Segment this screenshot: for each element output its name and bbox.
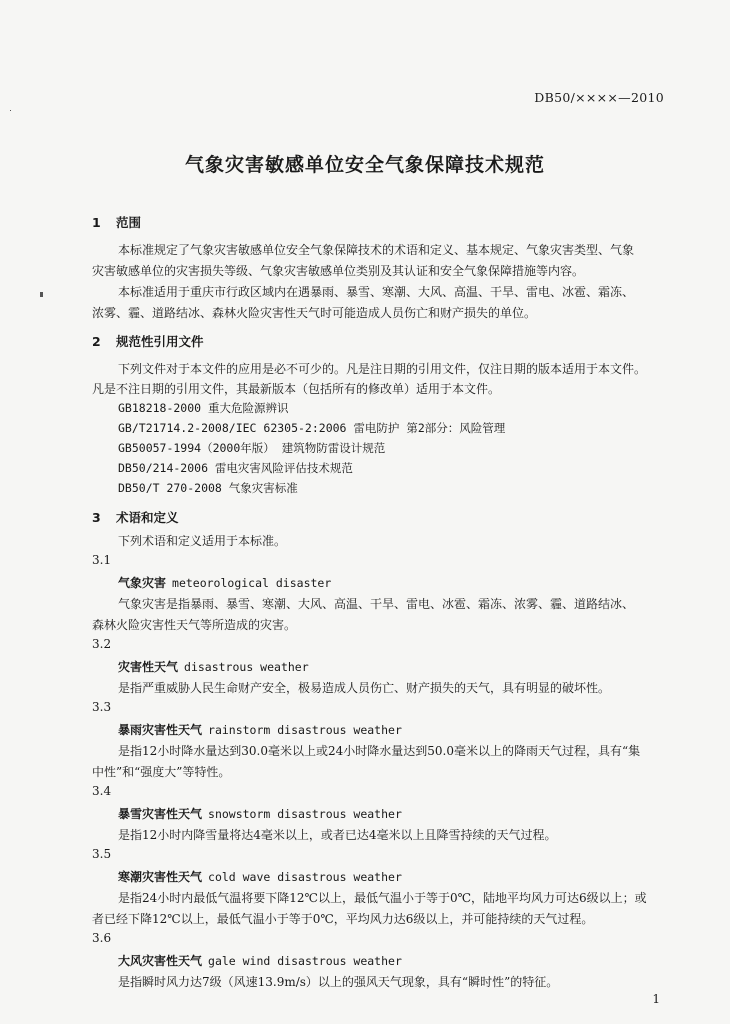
document-title: 气象灾害敏感单位安全气象保障技术规范: [184, 154, 545, 176]
paragraph-line: 灾害敏感单位的灾害损失等级、气象灾害敏感单位类别及其认证和安全气象保障措施等内容。: [92, 264, 585, 278]
definition-line: 者已经下降12℃以上，最低气温小于等于0℃，平均风力达6级以上，并可能持续的天气过程。: [92, 912, 594, 926]
reference-item: GB/T21714.2-2008/IEC 62305-2:2006 雷电防护 第2部分：风险管理: [118, 421, 506, 435]
reference-item: DB50/T 270-2008 气象灾害标准: [118, 481, 298, 495]
section-title: 规范性引用文件: [116, 334, 204, 349]
paragraph-line: 浓雾、霾、道路结冰、森林火险灾害性天气时可能造成人员伤亡和财产损失的单位。: [92, 306, 537, 320]
page-number: 1: [652, 992, 660, 1006]
section-heading-1: [92, 213, 141, 231]
term-en: disastrous weather: [184, 660, 309, 674]
document-code: DB50/××××—2010: [534, 90, 664, 105]
term-number: 3.3: [92, 700, 112, 714]
section-number: 3: [92, 510, 101, 525]
definition-line: 中性”和“强度大”等特性。: [92, 765, 231, 779]
section-title: 术语和定义: [116, 510, 179, 525]
paragraph-line: 下列术语和定义适用于本标准。: [118, 534, 287, 548]
section-number: 1: [92, 215, 101, 230]
term-title: [118, 868, 402, 885]
term-en: meteorological disaster: [172, 576, 332, 590]
reference-item: GB50057-1994（2000年版） 建筑物防雷设计规范: [118, 441, 386, 455]
definition-line: 森林火险灾害性天气等所造成的灾害。: [92, 618, 297, 632]
term-number: 3.6: [92, 931, 112, 945]
scan-mark: [10, 110, 11, 111]
paragraph-line: 本标准规定了气象灾害敏感单位安全气象保障技术的术语和定义、基本规定、气象灾害类型、气象: [118, 243, 635, 257]
scan-mark: [40, 292, 43, 297]
paragraph-line: 下列文件对于本文件的应用是必不可少的。凡是注日期的引用文件，仅注日期的版本适用于本文件。: [118, 362, 647, 376]
term-title: [118, 574, 331, 591]
section-number: 2: [92, 334, 101, 349]
paragraph-line: 本标准适用于重庆市行政区域内在遇暴雨、暴雪、寒潮、大风、高温、干旱、雷电、冰雹、霜冻、: [118, 285, 635, 299]
term-cn: 暴雪灾害性天气: [118, 807, 203, 821]
term-en: cold wave disastrous weather: [208, 870, 402, 884]
term-number: 3.2: [92, 637, 112, 651]
term-en: snowstorm disastrous weather: [208, 807, 402, 821]
definition-line: 是指严重威胁人民生命财产安全，极易造成人员伤亡、财产损失的天气，具有明显的破坏性。: [118, 681, 611, 695]
term-number: 3.1: [92, 553, 112, 567]
term-en: gale wind disastrous weather: [208, 954, 402, 968]
paragraph-line: 凡是不注日期的引用文件，其最新版本（包括所有的修改单）适用于本文件。: [92, 382, 501, 396]
section-heading-2: [92, 332, 204, 350]
term-title: [118, 952, 402, 969]
definition-line: 是指12小时内降雪量将达4毫米以上，或者已达4毫米以上且降雪持续的天气过程。: [118, 828, 557, 842]
term-number: 3.5: [92, 847, 112, 861]
term-cn: 气象灾害: [118, 576, 167, 590]
definition-line: 是指瞬时风力达7级（风速13.9m/s）以上的强风天气现象，具有“瞬时性”的特征。: [118, 975, 559, 989]
definition-line: 是指24小时内最低气温将要下降12℃以上，最低气温小于等于0℃，陆地平均风力可达6级以上；或: [118, 891, 647, 905]
section-title: 范围: [116, 215, 142, 230]
reference-item: GB18218-2000 重大危险源辨识: [118, 401, 289, 415]
term-number: 3.4: [92, 784, 112, 798]
term-cn: 大风灾害性天气: [118, 954, 203, 968]
reference-item: DB50/214-2006 雷电灾害风险评估技术规范: [118, 461, 353, 475]
section-heading-3: [92, 508, 179, 526]
definition-line: 是指12小时降水量达到30.0毫米以上或24小时降水量达到50.0毫米以上的降雨天气过程，具有“集: [118, 744, 641, 758]
term-cn: 寒潮灾害性天气: [118, 870, 203, 884]
term-title: [118, 805, 402, 822]
term-title: [118, 658, 309, 675]
term-cn: 灾害性天气: [118, 660, 179, 674]
definition-line: 气象灾害是指暴雨、暴雪、寒潮、大风、高温、干旱、雷电、冰雹、霜冻、浓雾、霾、道路结冰、: [118, 597, 635, 611]
term-title: [118, 721, 402, 738]
term-cn: 暴雨灾害性天气: [118, 723, 203, 737]
term-en: rainstorm disastrous weather: [208, 723, 402, 737]
